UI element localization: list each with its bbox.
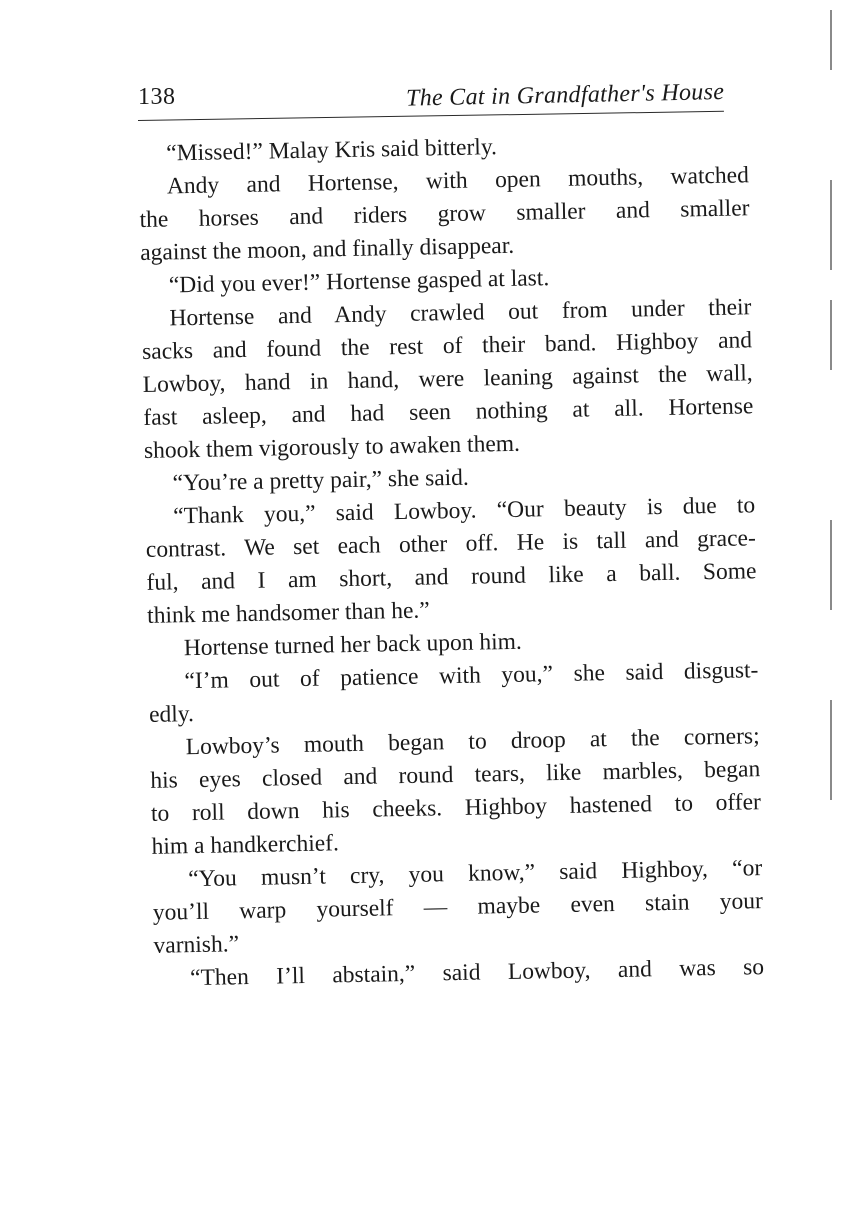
text-line: “Thank you,” said Lowboy. “Our beauty is due to	[173, 492, 756, 530]
scan-mark	[830, 700, 832, 800]
text-line: “Missed!” Malay Kris said bitterly.	[166, 134, 498, 167]
text-line: “You musn’t cry, you know,” said Highboy, “or	[187, 855, 763, 893]
text-line: his eyes closed and round tears, like marbles, began	[150, 756, 761, 794]
text-line: Hortense turned her back upon him.	[183, 628, 523, 662]
running-title: The Cat in Grandfather's House	[405, 79, 725, 112]
text-line: “You’re a pretty pair,” she said.	[172, 464, 470, 497]
text-line: you’ll warp yourself — maybe even stain your	[152, 888, 764, 926]
text-line: against the moon, and finally disappear.	[139, 232, 515, 266]
text-line: to roll down his cheeks. Highboy hastened to offer	[150, 789, 762, 827]
text-line: sacks and found the rest of their band. Highboy and	[141, 327, 753, 365]
text-line: ful, and I am short, and round like a ball. Some	[146, 558, 757, 596]
text-line: Lowboy, hand in hand, were leaning against the wall,	[142, 360, 753, 398]
body-text	[138, 126, 764, 996]
page-number: 138	[138, 84, 176, 110]
scan-mark	[830, 180, 832, 270]
text-line: varnish.”	[153, 931, 240, 959]
text-line: Andy and Hortense, with open mouths, watched	[166, 162, 750, 200]
text-line: “Then I’ll abstain,” said Lowboy, and was so	[189, 954, 765, 992]
scan-mark	[830, 10, 832, 70]
scan-mark	[830, 520, 832, 610]
text-line: him a handkerchief.	[151, 830, 340, 860]
text-line: edly.	[148, 701, 195, 728]
text-line: Lowboy’s mouth began to droop at the corners;	[185, 723, 760, 761]
text-line: “Did you ever!” Hortense gasped at last.	[168, 265, 550, 299]
text-line: Hortense and Andy crawled out from under their	[169, 294, 752, 332]
scan-mark	[830, 300, 832, 370]
text-line: “I’m out of patience with you,” she said disgust-	[184, 657, 759, 695]
text-line: fast asleep, and had seen nothing at all. Hortense	[143, 393, 754, 431]
text-line: the horses and riders grow smaller and smaller	[139, 195, 750, 233]
scan-edge-marks	[830, 0, 836, 1207]
text-line: shook them vigorously to awaken them.	[143, 430, 521, 464]
page-header	[138, 76, 724, 120]
text-line: contrast. We set each other off. He is tall and grace-	[145, 525, 757, 563]
text-line: think me handsomer than he.”	[146, 597, 430, 629]
